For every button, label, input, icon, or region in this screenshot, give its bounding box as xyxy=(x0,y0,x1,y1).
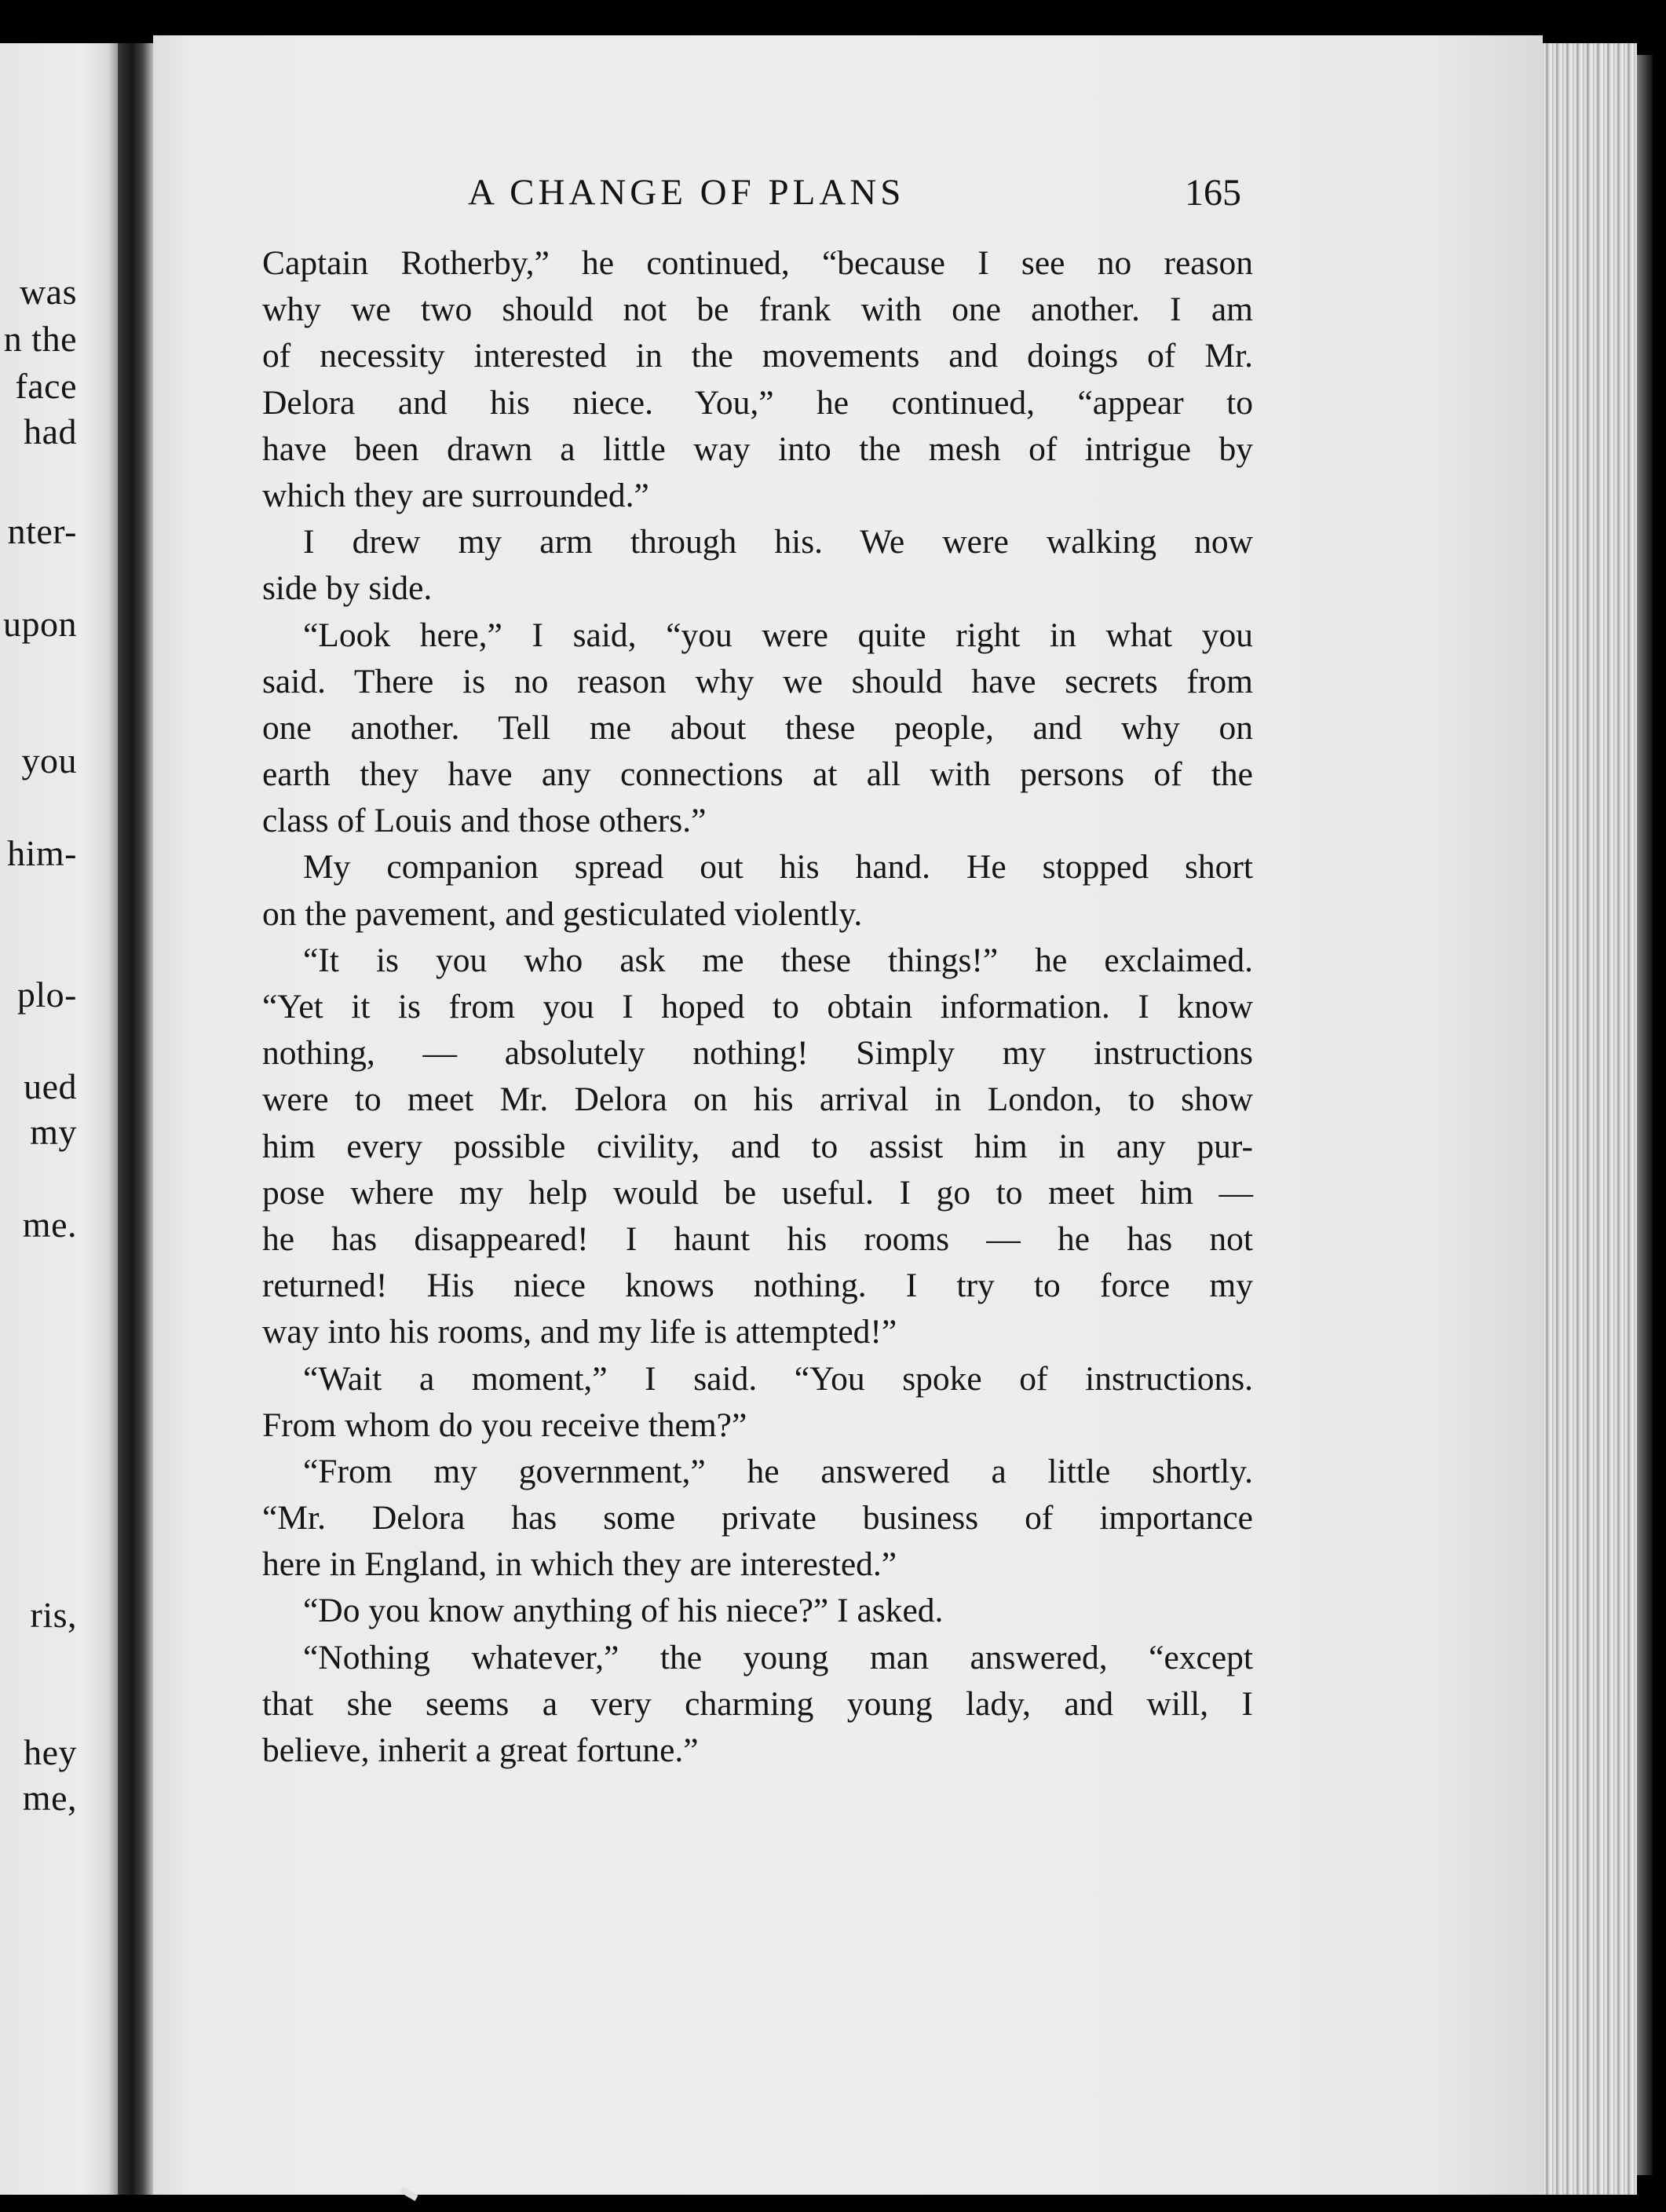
body-text xyxy=(262,240,1253,1774)
book-gutter xyxy=(118,43,153,2195)
text-line: why we two should not be frank with one another. I am xyxy=(262,291,1253,329)
page-number: 165 xyxy=(1185,172,1241,214)
text-line: “Mr. Delora has some private business of importance xyxy=(262,1499,1253,1537)
left-fragment: ued xyxy=(24,1066,77,1106)
left-fragment: ris, xyxy=(30,1595,77,1635)
text-line: My companion spread out his hand. He stopped short xyxy=(303,848,1253,887)
left-facing-page xyxy=(0,43,118,2195)
text-line: that she seems a very charming young lady, and will, I xyxy=(262,1684,1253,1723)
text-line: side by side. xyxy=(262,569,433,608)
text-line: “Wait a moment,” I said. “You spoke of instructions. xyxy=(303,1359,1253,1398)
text-line: “Look here,” I said, “you were quite right in what you xyxy=(303,616,1253,654)
text-line: “From my government,” he answered a little shortly. xyxy=(303,1452,1253,1490)
left-fragment: me, xyxy=(22,1778,77,1818)
left-fragment: n the xyxy=(3,319,77,359)
text-line: one another. Tell me about these people, and why on xyxy=(262,708,1253,747)
text-line: class of Louis and those others.” xyxy=(262,802,707,840)
text-line: said. There is no reason why we should have secrets from xyxy=(262,662,1253,700)
text-line: returned! His niece knows nothing. I try to force my xyxy=(262,1267,1253,1305)
text-line: nothing, — absolutely nothing! Simply my instructions xyxy=(262,1034,1253,1073)
left-fragment: face xyxy=(15,366,77,406)
text-line: “Yet it is from you I hoped to obtain information. I know xyxy=(262,988,1253,1026)
left-fragment: upon xyxy=(3,604,77,644)
running-title: A CHANGE OF PLANS xyxy=(468,172,905,213)
text-line: Captain Rotherby,” he continued, “because I see no reason xyxy=(262,244,1253,282)
text-line: pose where my help would be useful. I go to meet him — xyxy=(262,1173,1253,1212)
text-line: him every possible civility, and to assist him in any pur- xyxy=(262,1127,1253,1165)
text-line: I drew my arm through his. We were walking now xyxy=(303,523,1253,561)
text-line: he has disappeared! I haunt his rooms — he has not xyxy=(262,1219,1253,1258)
text-line: “Do you know anything of his niece?” I asked. xyxy=(303,1592,944,1630)
left-fragment: was xyxy=(19,272,77,312)
left-page-text-fragments xyxy=(0,43,118,2195)
left-fragment: me. xyxy=(22,1205,77,1245)
text-line: on the pavement, and gesticulated violently. xyxy=(262,894,863,933)
text-line: here in England, in which they are interested.” xyxy=(262,1545,897,1584)
text-line: way into his rooms, and my life is attempted!” xyxy=(262,1313,897,1351)
text-line: From whom do you receive them?” xyxy=(262,1406,747,1444)
left-fragment: him- xyxy=(7,833,77,873)
running-header xyxy=(468,171,1241,226)
text-line: were to meet Mr. Delora on his arrival in London, to show xyxy=(262,1080,1253,1119)
text-line: “Nothing whatever,” the young man answered, “except xyxy=(303,1638,1253,1676)
text-line: believe, inherit a great fortune.” xyxy=(262,1731,699,1769)
left-fragment: you xyxy=(21,740,77,781)
left-fragment: nter- xyxy=(7,511,77,551)
text-line: which they are surrounded.” xyxy=(262,476,649,514)
text-line: “It is you who ask me these things!” he exclaimed. xyxy=(303,941,1253,979)
left-fragment: hey xyxy=(24,1732,77,1772)
page-edge-shadow xyxy=(1637,55,1653,2175)
text-line: have been drawn a little way into the mesh of intrigue by xyxy=(262,430,1253,468)
text-line: earth they have any connections at all with persons of the xyxy=(262,755,1253,794)
page-edges xyxy=(1543,43,1637,2195)
text-line: Delora and his niece. You,” he continued, “appear to xyxy=(262,383,1253,422)
left-fragment: had xyxy=(24,411,77,452)
text-line: of necessity interested in the movements and doings of Mr. xyxy=(262,337,1253,375)
left-fragment: my xyxy=(30,1112,77,1152)
left-fragment: plo- xyxy=(16,974,77,1015)
